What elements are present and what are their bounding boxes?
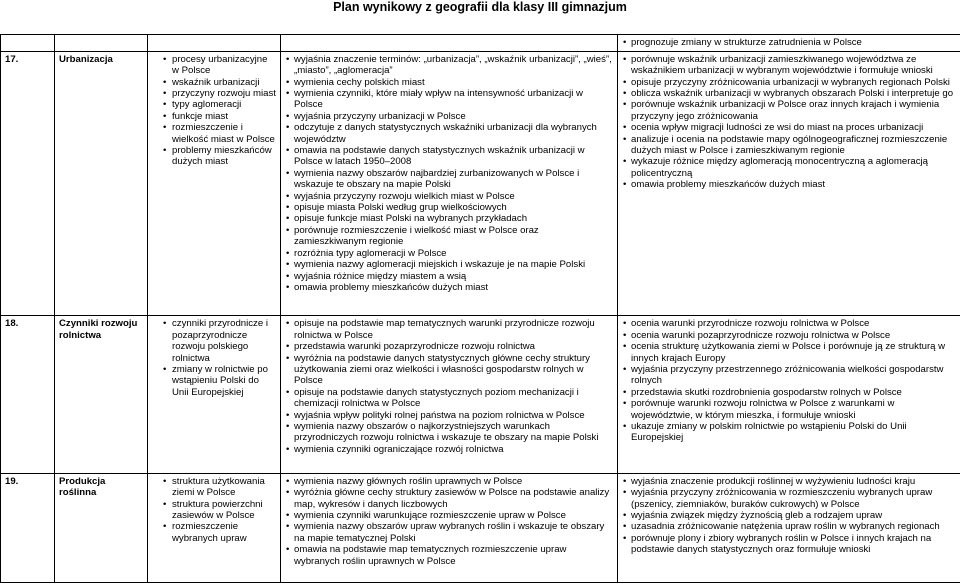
content-list	[152, 476, 276, 544]
list-item: • omawia na podstawie danych statystycznych wskaźnik urbanizacji w Polsce w latach 1950–2008	[285, 145, 613, 168]
list-item: • porównuje rozmieszczenie i wielkość miast w Polsce oraz zamieszkiwanym regionie	[285, 225, 613, 248]
basic-requirements-cell	[281, 35, 618, 52]
list-item: • procesy urbanizacyjne w Polsce	[152, 54, 276, 77]
list-item: • opisuje na podstawie danych statystycznych poziom mechanizacji i chemizacji rolnictwa w Polsce	[285, 387, 613, 410]
list-item: • wyjaśnia znaczenie produkcji roślinnej w wyżywieniu ludności kraju	[622, 476, 956, 487]
content-list	[152, 318, 276, 398]
extended-requirements-list	[622, 54, 956, 191]
list-item: • wyjaśnia przyczyny zróżnicowania w rozmieszczeniu wybranych upraw (pszenicy, ziemniaków, buraków cukrowych) w Polsce	[622, 487, 956, 510]
table-row	[1, 316, 960, 473]
list-item: • zmiany w rolnictwie po wstąpieniu Polski do Unii Europejskiej	[152, 364, 276, 398]
lesson-number	[1, 35, 55, 52]
basic-requirements-list	[285, 318, 613, 455]
list-item: • wymienia nazwy obszarów o najkorzystniejszych warunkach przyrodniczych rozwoju rolnictwa i wskazuje te obszary na mapie Polski	[285, 421, 613, 444]
lesson-topic: Produkcja roślinna	[55, 473, 148, 582]
list-item: • porównuje warunki rozwoju rolnictwa w Polsce z warunkami w województwie, w którym mieszka, i formułuje wnioski	[622, 398, 956, 421]
list-item: • wyjaśnia związek między żyznością gleb a rodzajem upraw	[622, 510, 956, 521]
table-row	[1, 35, 960, 52]
list-item: • oblicza wskaźnik urbanizacji w wybranych obszarach Polski i interpretuje go	[622, 88, 956, 99]
list-item: • przedstawia warunki pozaprzyrodnicze rozwoju rolnictwa	[285, 341, 613, 352]
list-item: • wskaźnik urbanizacji	[152, 77, 276, 88]
list-item: • wymienia nazwy obszarów najbardziej zurbanizowanych w Polsce i wskazuje te obszary na mapie Polski	[285, 168, 613, 191]
list-item: • rozmieszczenie i wielkość miast w Polsce	[152, 122, 276, 145]
basic-requirements-list	[285, 476, 613, 567]
lesson-number: 17.	[1, 51, 55, 316]
list-item: • wymienia czynniki ograniczające rozwój rolnictwa	[285, 444, 613, 455]
list-item: • porównuje wskaźnik urbanizacji zamieszkiwanego województwa ze wskaźnikiem urbanizacji w wybranym województwie i formułuje wnioski	[622, 54, 956, 77]
content-cell	[148, 35, 281, 52]
list-item: • struktura użytkowania ziemi w Polsce	[152, 476, 276, 499]
list-item: • wymienia nazwy obszarów upraw wybranych roślin i wskazuje te obszary na mapie tematycznej Polski	[285, 521, 613, 544]
list-item: • porównuje wskaźnik urbanizacji w Polsce oraz innych krajach i wymienia przyczyny jego zróżnicowania	[622, 99, 956, 122]
lesson-topic	[55, 35, 148, 52]
plan-table	[0, 34, 960, 583]
content-list	[152, 54, 276, 168]
list-item: • prognozuje zmiany w strukturze zatrudnienia w Polsce	[622, 37, 956, 48]
table-row	[1, 51, 960, 316]
list-item: • przedstawia skutki rozdrobnienia gospodarstw rolnych w Polsce	[622, 387, 956, 398]
list-item: • przyczyny rozwoju miast	[152, 88, 276, 99]
list-item: • ukazuje zmiany w polskim rolnictwie po wstąpieniu Polski do Unii Europejskiej	[622, 421, 956, 444]
list-item: • ocenia strukturę użytkowania ziemi w Polsce i porównuje ją ze strukturą w innych krajach Europy	[622, 341, 956, 364]
table-row	[1, 473, 960, 582]
list-item: • ocenia warunki przyrodnicze rozwoju rolnictwa w Polsce	[622, 318, 956, 329]
list-item: • wymienia nazwy głównych roślin uprawnych w Polsce	[285, 476, 613, 487]
list-item: • funkcje miast	[152, 111, 276, 122]
content-cell	[148, 473, 281, 582]
list-item: • opisuje funkcje miast Polski na wybranych przykładach	[285, 213, 613, 224]
content-cell	[148, 51, 281, 316]
list-item: • wykazuje różnice między aglomeracją monocentryczną a aglomeracją policentryczną	[622, 156, 956, 179]
list-item: • wyróżnia na podstawie danych statystycznych główne cechy struktury użytkowania ziemi oraz wielkości i własności gospodarstw rolnych w Polsce	[285, 353, 613, 387]
list-item: • czynniki przyrodnicze i pozaprzyrodnicze rozwoju polskiego rolnictwa	[152, 318, 276, 364]
list-item: • problemy mieszkańców dużych miast	[152, 145, 276, 168]
list-item: • ocenia warunki pozaprzyrodnicze rozwoju rolnictwa w Polsce	[622, 330, 956, 341]
list-item: • omawia na podstawie map tematycznych rozmieszczenie upraw wybranych roślin uprawnych w Polsce	[285, 544, 613, 567]
plan-table-body	[1, 35, 960, 583]
basic-requirements-cell	[281, 51, 618, 316]
lesson-topic: Czynniki rozwoju rolnictwa	[55, 316, 148, 473]
extended-requirements-cell	[618, 473, 960, 582]
basic-requirements-cell	[281, 316, 618, 473]
basic-requirements-cell	[281, 473, 618, 582]
list-item: • opisuje na podstawie map tematycznych warunki przyrodnicze rozwoju rolnictwa w Polsce	[285, 318, 613, 341]
list-item: • analizuje i ocenia na podstawie mapy ogólnogeograficznej rozmieszczenie dużych miast w Polsce i zamieszkiwanym regionie	[622, 134, 956, 157]
list-item: • wyjaśnia przyczyny przestrzennego zróżnicowania wielkości gospodarstw rolnych	[622, 364, 956, 387]
list-item: • odczytuje z danych statystycznych wskaźniki urbanizacji dla wybranych województw	[285, 122, 613, 145]
extended-requirements-list	[622, 37, 956, 48]
basic-requirements-list	[285, 54, 613, 294]
extended-requirements-list	[622, 476, 956, 556]
list-item: • rozmieszczenie wybranych upraw	[152, 521, 276, 544]
list-item: • wyjaśnia różnice między miastem a wsią	[285, 271, 613, 282]
list-item: • wymienia nazwy aglomeracji miejskich i wskazuje je na mapie Polski	[285, 259, 613, 270]
list-item: • porównuje plony i zbiory wybranych roślin w Polsce i innych krajach na podstawie danych statystycznych oraz formułuje wnioski	[622, 533, 956, 556]
content-cell	[148, 316, 281, 473]
list-item: • wymienia czynniki, które miały wpływ na intensywność urbanizacji w Polsce	[285, 88, 613, 111]
extended-requirements-cell	[618, 35, 960, 52]
list-item: • wyróżnia główne cechy struktury zasiewów w Polsce na podstawie analizy map, wykresów i danych liczbowych	[285, 487, 613, 510]
list-item: • opisuje przyczyny zróżnicowania urbanizacji w wybranych regionach Polski	[622, 77, 956, 88]
list-item: • wymienia cechy polskich miast	[285, 77, 613, 88]
list-item: • ocenia wpływ migracji ludności ze wsi do miast na proces urbanizacji	[622, 122, 956, 133]
list-item: • struktura powierzchni zasiewów w Polsce	[152, 499, 276, 522]
list-item: • opisuje miasta Polski według grup wielkościowych	[285, 202, 613, 213]
list-item: • uzasadnia zróżnicowanie natężenia upraw roślin w wybranych regionach	[622, 521, 956, 532]
extended-requirements-cell	[618, 51, 960, 316]
lesson-topic: Urbanizacja	[55, 51, 148, 316]
list-item: • typy aglomeracji	[152, 99, 276, 110]
extended-requirements-list	[622, 318, 956, 443]
list-item: • wyjaśnia przyczyny urbanizacji w Polsce	[285, 111, 613, 122]
lesson-number: 19.	[1, 473, 55, 582]
list-item: • wymienia czynniki warunkujące rozmieszczenie upraw w Polsce	[285, 510, 613, 521]
lesson-number: 18.	[1, 316, 55, 473]
list-item: • omawia problemy mieszkańców dużych miast	[285, 282, 613, 293]
list-item: • rozróżnia typy aglomeracji w Polsce	[285, 248, 613, 259]
list-item: • wyjaśnia znaczenie terminów: „urbanizacja”, „wskaźnik urbanizacji”, „wieś”, „miasto”, „aglomeracja”	[285, 54, 613, 77]
list-item: • wyjaśnia wpływ polityki rolnej państwa na poziom rolnictwa w Polsce	[285, 410, 613, 421]
list-item: • omawia problemy mieszkańców dużych miast	[622, 179, 956, 190]
extended-requirements-cell	[618, 316, 960, 473]
page-title: Plan wynikowy z geografii dla klasy III gimnazjum	[333, 0, 627, 14]
list-item: • wyjaśnia przyczyny rozwoju wielkich miast w Polsce	[285, 191, 613, 202]
